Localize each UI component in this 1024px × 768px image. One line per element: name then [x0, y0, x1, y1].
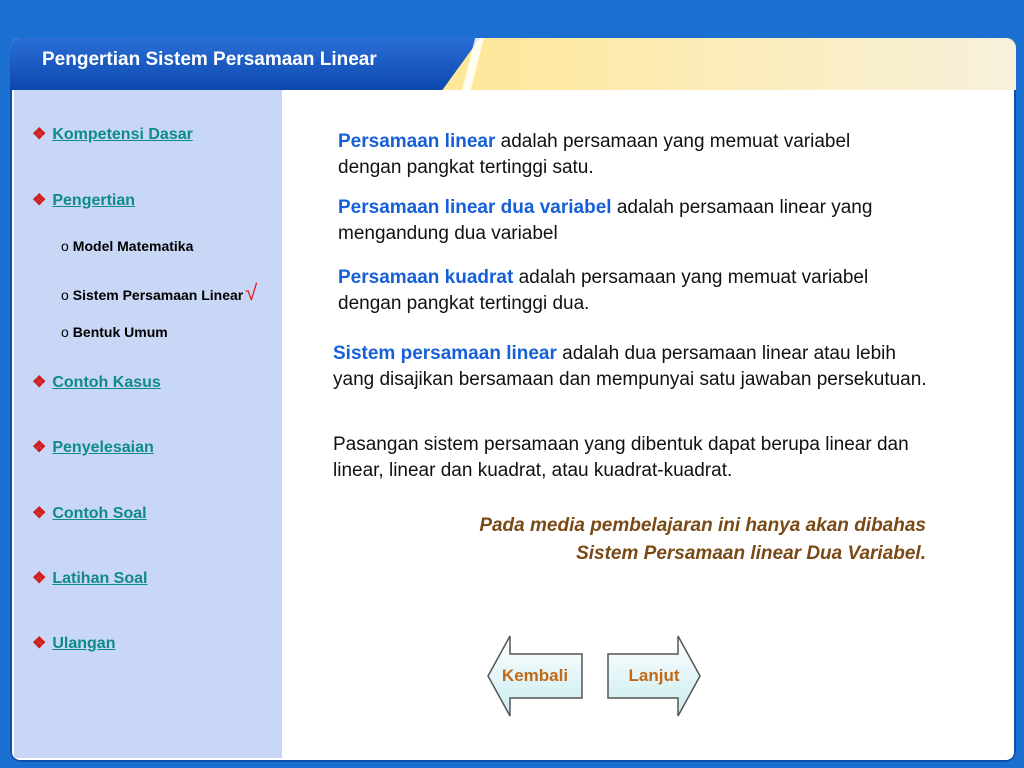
- nav-link[interactable]: Contoh Kasus: [52, 374, 161, 391]
- check-mark-icon: √: [245, 280, 258, 305]
- definition-text: adalah dua persamaan linear atau lebih yang disajikan bersamaan dan mempunyai satu jawaban persekutuan.: [333, 343, 927, 390]
- nav-item-penyelesaian[interactable]: [32, 437, 154, 457]
- paragraph-pasangan-sistem: [333, 432, 933, 484]
- sidebar: [14, 90, 282, 758]
- circle-bullet-icon: o: [61, 287, 69, 303]
- nav-item-contoh-kasus[interactable]: [32, 372, 161, 392]
- nav-link[interactable]: Kompetensi Dasar: [52, 126, 193, 143]
- nav-link[interactable]: Contoh Soal: [52, 505, 147, 522]
- definition-persamaan-linear: [338, 129, 898, 181]
- next-button[interactable]: [606, 634, 702, 718]
- diamond-bullet-icon: ❖: [32, 505, 47, 522]
- nav-item-contoh-soal[interactable]: [32, 503, 147, 523]
- note-line: Pada media pembelajaran ini hanya akan dibahas: [479, 515, 926, 536]
- nav-item-pengertian[interactable]: [32, 190, 135, 210]
- diamond-bullet-icon: ❖: [32, 570, 47, 587]
- term: Sistem persamaan linear: [333, 343, 557, 364]
- nav-link[interactable]: Ulangan: [52, 635, 116, 652]
- nav-link[interactable]: Penyelesaian: [52, 439, 154, 456]
- nav-link[interactable]: Pengertian: [52, 192, 136, 209]
- term: Persamaan linear: [338, 131, 496, 152]
- definition-persamaan-kuadrat: [338, 265, 898, 317]
- next-button-label: Lanjut: [628, 666, 680, 685]
- term: Persamaan linear dua variabel: [338, 197, 612, 218]
- nav-item-latihan-soal[interactable]: [32, 568, 147, 588]
- back-button[interactable]: [486, 634, 584, 718]
- definition-persamaan-linear-dua-variabel: [338, 195, 938, 247]
- nav-item-kompetensi-dasar[interactable]: [32, 124, 193, 144]
- diamond-bullet-icon: ❖: [32, 439, 47, 456]
- sub-item-label: Model Matematika: [72, 238, 194, 254]
- circle-bullet-icon: o: [61, 324, 69, 340]
- paragraph-text: Pasangan sistem persamaan yang dibentuk dapat berupa linear dan linear, linear dan kuadrat, atau kuadrat-kuadrat.: [333, 434, 909, 481]
- definition-text: adalah persamaan linear yang mengandung dua variabel: [338, 197, 873, 244]
- sub-item-label: Sistem Persamaan Linear: [72, 287, 244, 303]
- nav-link[interactable]: Latihan Soal: [52, 570, 148, 587]
- nav-item-ulangan[interactable]: [32, 633, 115, 653]
- definition-text: adalah persamaan yang memuat variabel dengan pangkat tertinggi dua.: [338, 267, 869, 314]
- circle-bullet-icon: o: [61, 238, 69, 254]
- diamond-bullet-icon: ❖: [32, 374, 47, 391]
- page-title: Pengertian Sistem Persamaan Linear: [42, 49, 377, 70]
- note-text: [330, 512, 926, 568]
- sub-item-model-matematika[interactable]: [61, 238, 193, 254]
- diamond-bullet-icon: ❖: [32, 126, 47, 143]
- note-line: Sistem Persamaan linear Dua Variabel.: [576, 543, 926, 564]
- sub-item-label: Bentuk Umum: [72, 324, 168, 340]
- diamond-bullet-icon: ❖: [32, 635, 47, 652]
- sub-item-sistem-persamaan-linear[interactable]: [61, 280, 257, 306]
- term: Persamaan kuadrat: [338, 267, 514, 288]
- definition-sistem-persamaan-linear: [333, 341, 933, 393]
- header-bar: [10, 38, 1016, 90]
- diamond-bullet-icon: ❖: [32, 192, 47, 209]
- sub-item-bentuk-umum[interactable]: [61, 324, 168, 340]
- back-button-label: Kembali: [501, 666, 569, 685]
- definition-text: adalah persamaan yang memuat variabel dengan pangkat tertinggi satu.: [338, 131, 851, 178]
